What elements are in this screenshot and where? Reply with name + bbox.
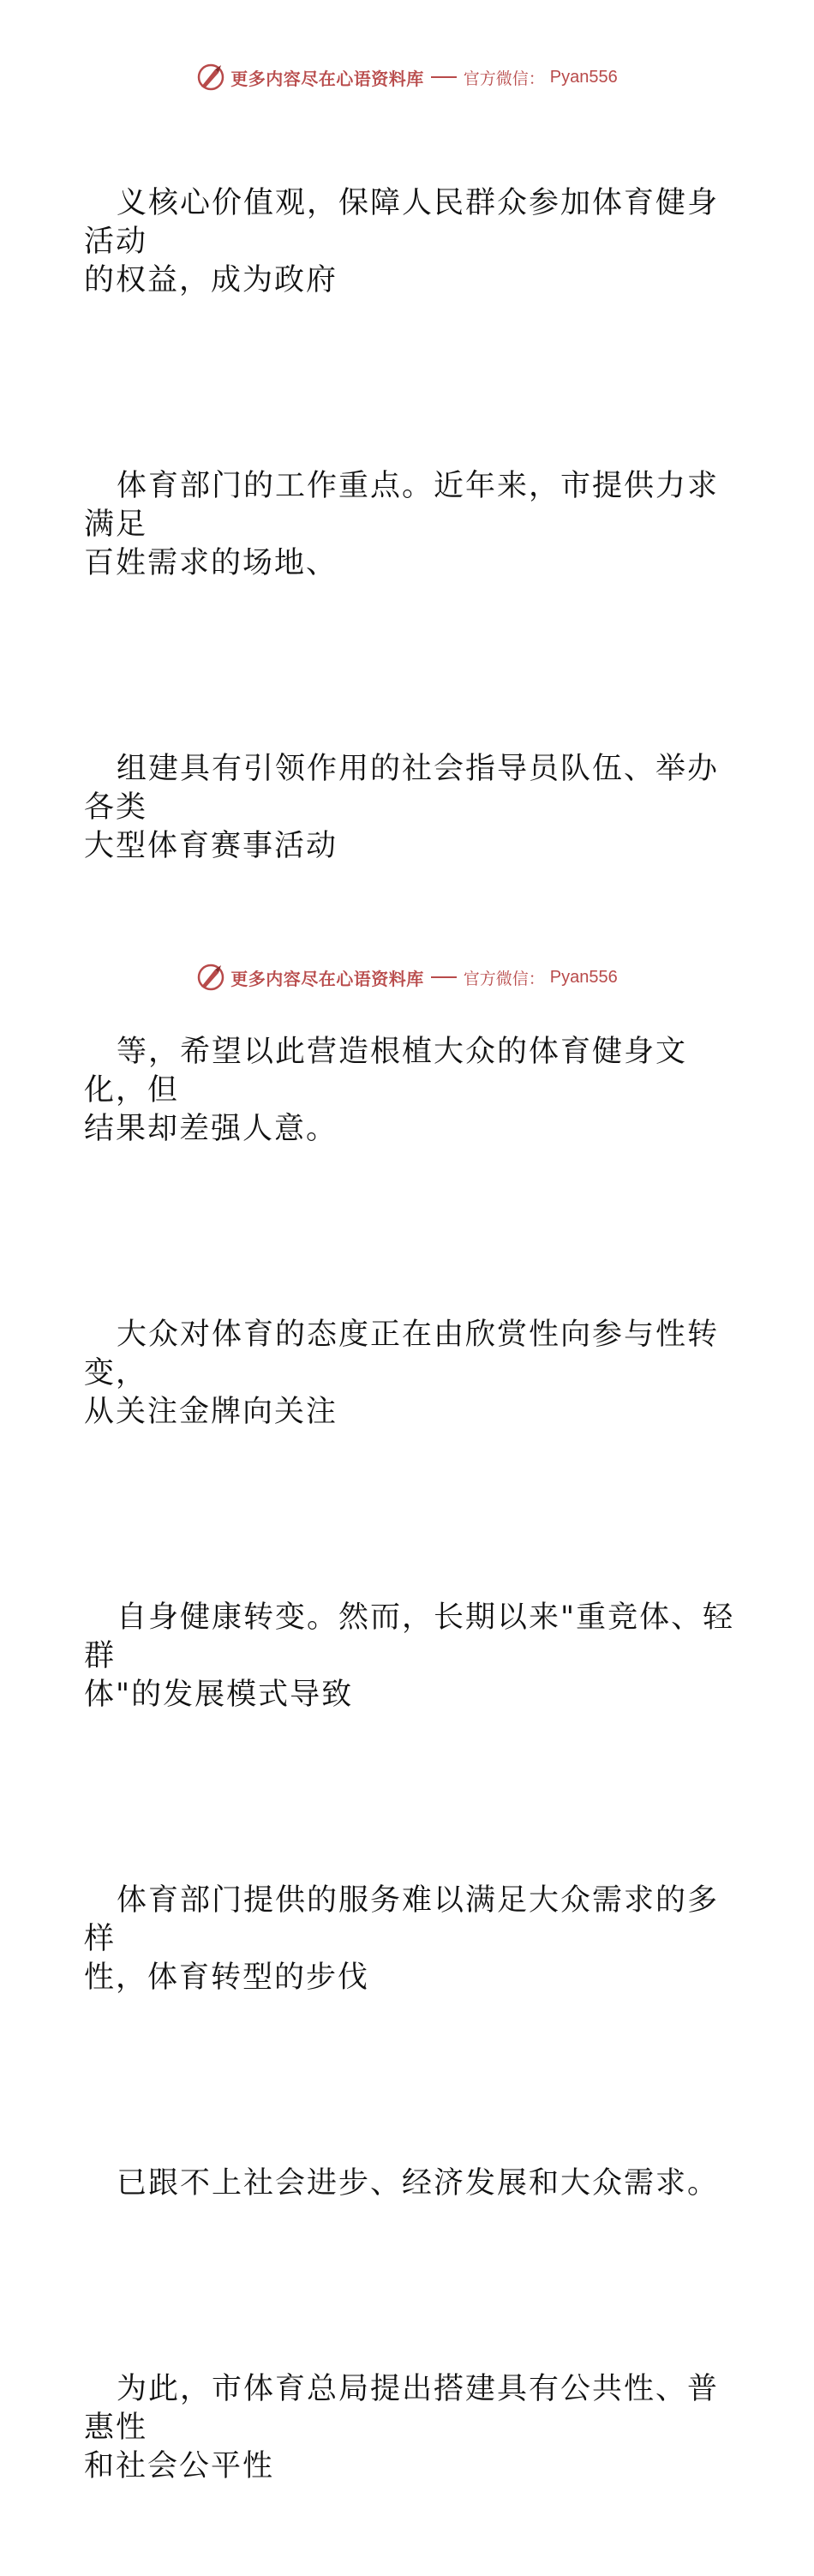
watermark-official-label: 官方微信： [463, 69, 545, 88]
paragraph [84, 2087, 735, 2280]
paragraph-line: 等，希望以此营造根植大众的体育健身文化，但 [84, 1035, 688, 1108]
watermark-dash [431, 976, 457, 978]
paragraph-line: 已跟不上社会进步、经济发展和大众需求。 [117, 2166, 720, 2201]
paragraph-line: 结果却差强人意。 [84, 1112, 338, 1146]
paragraph-line: 大众对体育的态度正在由欣赏性向参与性转变， [84, 1318, 720, 1390]
paragraph-line: 的权益，成为政府 [84, 263, 338, 297]
watermark-wechat-id: Pyan556 [549, 67, 618, 87]
paragraph-line: 体育部门提供的服务难以满足大众需求的多样 [84, 1883, 720, 1956]
paragraph [84, 1804, 735, 2075]
header-watermark [0, 60, 814, 94]
watermark-official-label: 官方微信： [463, 969, 545, 988]
paragraph-line: 自身健康转变。然而，长期以来"重竞体、轻群 [84, 1600, 735, 1673]
paragraph [84, 107, 735, 377]
paragraph-line: 体"的发展模式导致 [84, 1678, 354, 1712]
quill-pen-icon [196, 63, 225, 92]
paragraph-line: 为此，市体育总局提出搭建具有公共性、普惠性 [84, 2372, 720, 2445]
paragraph-line: 从关注金牌向关注 [84, 1395, 338, 1429]
paragraph-line: 大型体育赛事活动 [84, 829, 338, 863]
watermark-title: 更多内容尽在心语资料库 [230, 968, 424, 989]
paragraph-line: 体育部门的工作重点。近年来，市提供力求满足 [84, 469, 720, 542]
watermark-wechat-id: Pyan556 [549, 967, 618, 987]
paragraph [84, 1239, 735, 1509]
paragraph [84, 390, 735, 660]
paragraph [84, 1522, 735, 1792]
paragraph-line: 百姓需求的场地、 [84, 546, 338, 580]
footer-watermark [0, 960, 814, 994]
paragraph-line: 和社会公平性 [84, 2449, 275, 2483]
paragraph [84, 956, 735, 1226]
watermark-dash [431, 76, 457, 78]
paragraph-line: 义核心价值观，保障人民群众参加体育健身活动 [84, 186, 720, 259]
quill-pen-icon [196, 963, 225, 992]
watermark-title: 更多内容尽在心语资料库 [230, 68, 424, 89]
document-body [84, 107, 735, 2576]
paragraph [84, 673, 735, 943]
paragraph-line: 组建具有引领作用的社会指导员队伍、举办各类 [84, 752, 720, 825]
paragraph [84, 2293, 735, 2563]
paragraph-line: 性，体育转型的步伐 [84, 1961, 370, 1995]
